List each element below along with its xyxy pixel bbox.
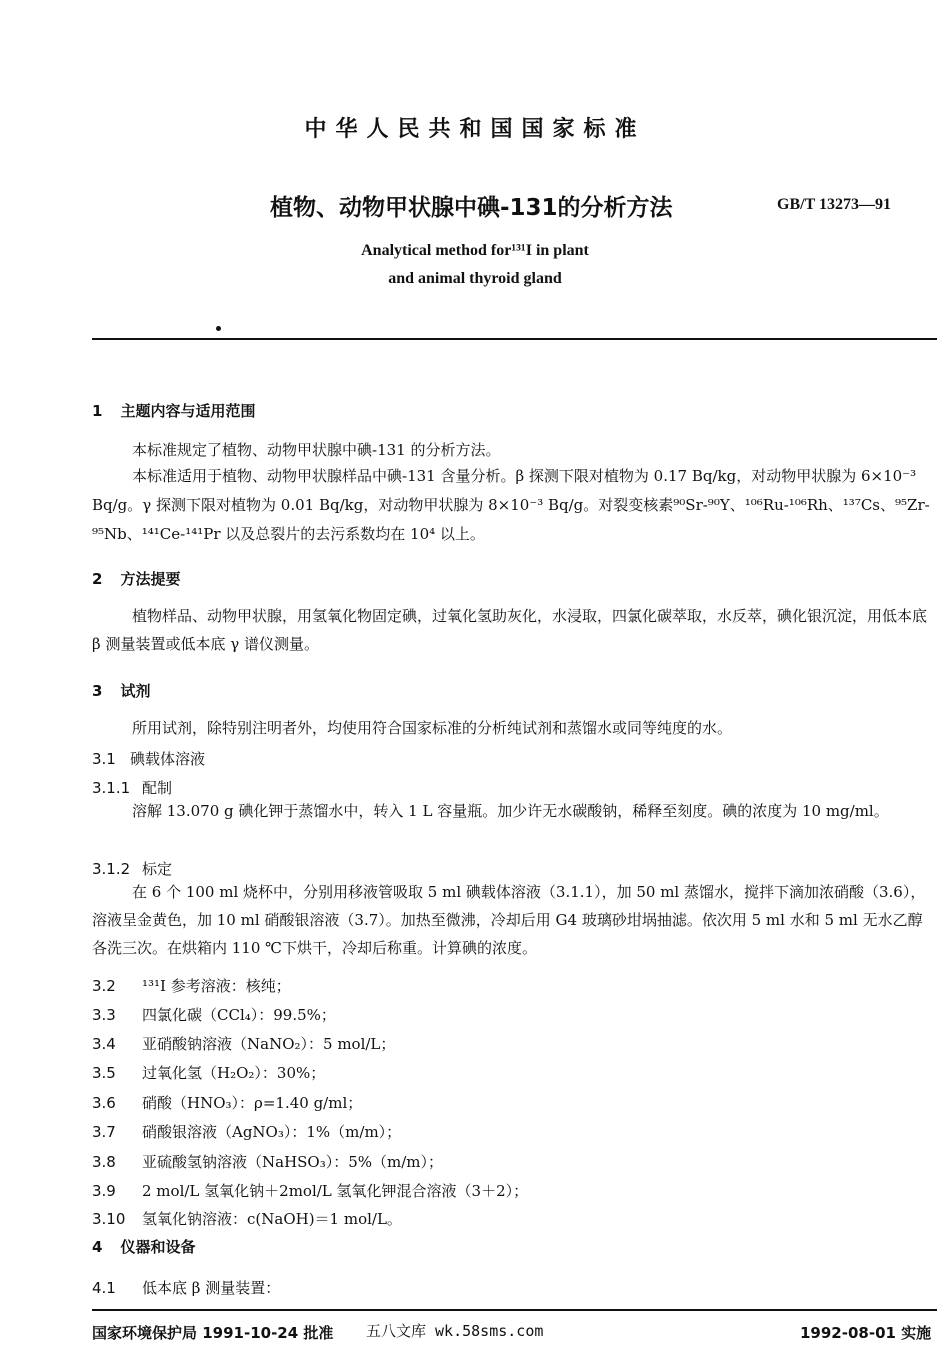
- subsection-number: 4.1: [92, 1279, 116, 1297]
- subsection-title: 配制: [142, 779, 173, 797]
- subsection-number: 3.1: [92, 750, 116, 768]
- section-number: 3: [92, 682, 103, 700]
- watermark: 五八文库 wk.58sms.com: [366, 1322, 544, 1340]
- subsection-title: 低本底 β 测量装置：: [142, 1279, 281, 1297]
- subsection-title: 标定: [142, 860, 173, 878]
- subsection-3-1-heading: [92, 748, 205, 769]
- subsection-number: 3.1.1: [92, 779, 131, 797]
- section-3-heading: [92, 680, 150, 701]
- item-text: 2 mol/L 氢氧化钠＋2mol/L 氢氧化钾混合溶液（3＋2）；: [142, 1182, 529, 1200]
- footer-divider: [92, 1309, 937, 1311]
- section-number: 2: [92, 570, 103, 588]
- item-number: 3.8: [92, 1153, 116, 1171]
- section-title: 试剂: [120, 682, 151, 700]
- item-number: 3.3: [92, 1006, 116, 1024]
- subsection-title: 碘载体溶液: [130, 750, 206, 768]
- item-text: ¹³¹I 参考溶液：核纯；: [142, 977, 291, 995]
- item-number: 3.2: [92, 977, 116, 995]
- section-number: 4: [92, 1238, 103, 1256]
- section-1-paragraph-1: 本标准规定了植物、动物甲状腺中碘-131 的分析方法。: [132, 441, 501, 459]
- document-title: 植物、动物甲状腺中碘-131的分析方法: [270, 195, 673, 221]
- section-2-paragraph: 植物样品、动物甲状腺，用氢氧化物固定碘，过氧化氢助灰化，水浸取，四氯化碳萃取，水反萃，碘化银沉淀，用低本底 β 测量装置或低本底 γ 谱仪测量。: [92, 607, 928, 653]
- section-3-paragraph: 所用试剂，除特别注明者外，均使用符合国家标准的分析纯试剂和蒸馏水或同等纯度的水。: [132, 719, 733, 737]
- item-text: 亚硫酸氢钠溶液（NaHSO₃）：5%（m/m）；: [142, 1153, 444, 1171]
- reagent-item: [92, 975, 291, 996]
- section-4-heading: [92, 1236, 195, 1257]
- reagent-item: [92, 1033, 395, 1054]
- item-text: 硝酸银溶液（AgNO₃）：1%（m/m）；: [142, 1123, 402, 1141]
- english-title-line-1: Analytical method for¹³¹I in plant: [361, 242, 589, 259]
- item-text: 硝酸（HNO₃）：ρ=1.40 g/ml；: [142, 1094, 363, 1112]
- item-number: 3.9: [92, 1182, 116, 1200]
- reagent-item: [92, 1062, 325, 1083]
- section-title: 主题内容与适用范围: [120, 402, 256, 420]
- reagent-item: [92, 1151, 443, 1172]
- standard-header: 中华人民共和国国家标准: [304, 117, 646, 142]
- item-text: 亚硝酸钠溶液（NaNO₂）：5 mol/L；: [142, 1035, 396, 1053]
- bullet-mark: [216, 326, 221, 331]
- item-text: 过氧化氢（H₂O₂）：30%；: [142, 1064, 326, 1082]
- reagent-item: [92, 1208, 402, 1229]
- item-number: 3.5: [92, 1064, 116, 1082]
- standard-code: GB/T 13273—91: [777, 196, 891, 213]
- section-title: 方法提要: [120, 570, 181, 588]
- item-number: 3.6: [92, 1094, 116, 1112]
- subsection-3-1-2-paragraph: 在 6 个 100 ml 烧杯中，分别用移液管吸取 5 ml 碘载体溶液（3.1.1），加 50 ml 蒸馏水，搅拌下滴加浓硝酸（3.6），溶液呈金黄色，加 10 ml 硝酸银溶液（3.7）。加热至微沸，冷却后用 G4 玻璃砂坩埚抽滤。依次用 5 ml 水和 5 ml 无水乙醇各洗三次。在烘箱内 110 ℃下烘干，冷却后称重。计算碘的浓度。: [92, 883, 926, 957]
- subsection-3-1-1-paragraph: 溶解 13.070 g 碘化钾于蒸馏水中，转入 1 L 容量瓶。加少许无水碳酸钠，稀释至刻度。碘的浓度为 10 mg/ml。: [132, 802, 889, 820]
- subsection-3-1-2-heading: [92, 858, 172, 879]
- item-number: 3.10: [92, 1210, 126, 1228]
- reagent-item: [92, 1121, 401, 1142]
- english-title-line-2: and animal thyroid gland: [388, 270, 562, 287]
- item-text: 四氯化碳（CCl₄）：99.5%；: [142, 1006, 336, 1024]
- reagent-item: [92, 1004, 336, 1025]
- approval-info: 国家环境保护局 1991-10-24 批准: [92, 1324, 334, 1342]
- section-1-paragraph-2: 本标准适用于植物、动物甲状腺样品中碘-131 含量分析。β 探测下限对植物为 0.17 Bq/kg，对动物甲状腺为 6×10⁻³ Bq/g。γ 探测下限对植物为 0.01 Bq/kg，对动物甲状腺为 8×10⁻³ Bq/g。对裂变核素⁹⁰Sr-⁹⁰Y、¹⁰⁶Ru-¹⁰⁶Rh、¹³⁷Cs、⁹⁵Zr-⁹⁵Nb、¹⁴¹Ce-¹⁴¹Pr 以及总裂片的去污系数均在 10⁴ 以上。: [92, 467, 930, 543]
- subsection-3-1-1-heading: [92, 777, 172, 798]
- subsection-number: 3.1.2: [92, 860, 131, 878]
- section-number: 1: [92, 402, 103, 420]
- section-2-heading: [92, 568, 180, 589]
- reagent-item: [92, 1092, 362, 1113]
- item-number: 3.4: [92, 1035, 116, 1053]
- subsection-4-1-heading: [92, 1277, 280, 1298]
- section-title: 仪器和设备: [120, 1238, 196, 1256]
- implementation-date: 1992-08-01 实施: [800, 1324, 932, 1342]
- item-number: 3.7: [92, 1123, 116, 1141]
- header-divider: [92, 338, 937, 340]
- reagent-item: [92, 1180, 528, 1201]
- item-text: 氢氧化钠溶液：c(NaOH)＝1 mol/L。: [142, 1210, 402, 1228]
- section-1-heading: [92, 400, 255, 421]
